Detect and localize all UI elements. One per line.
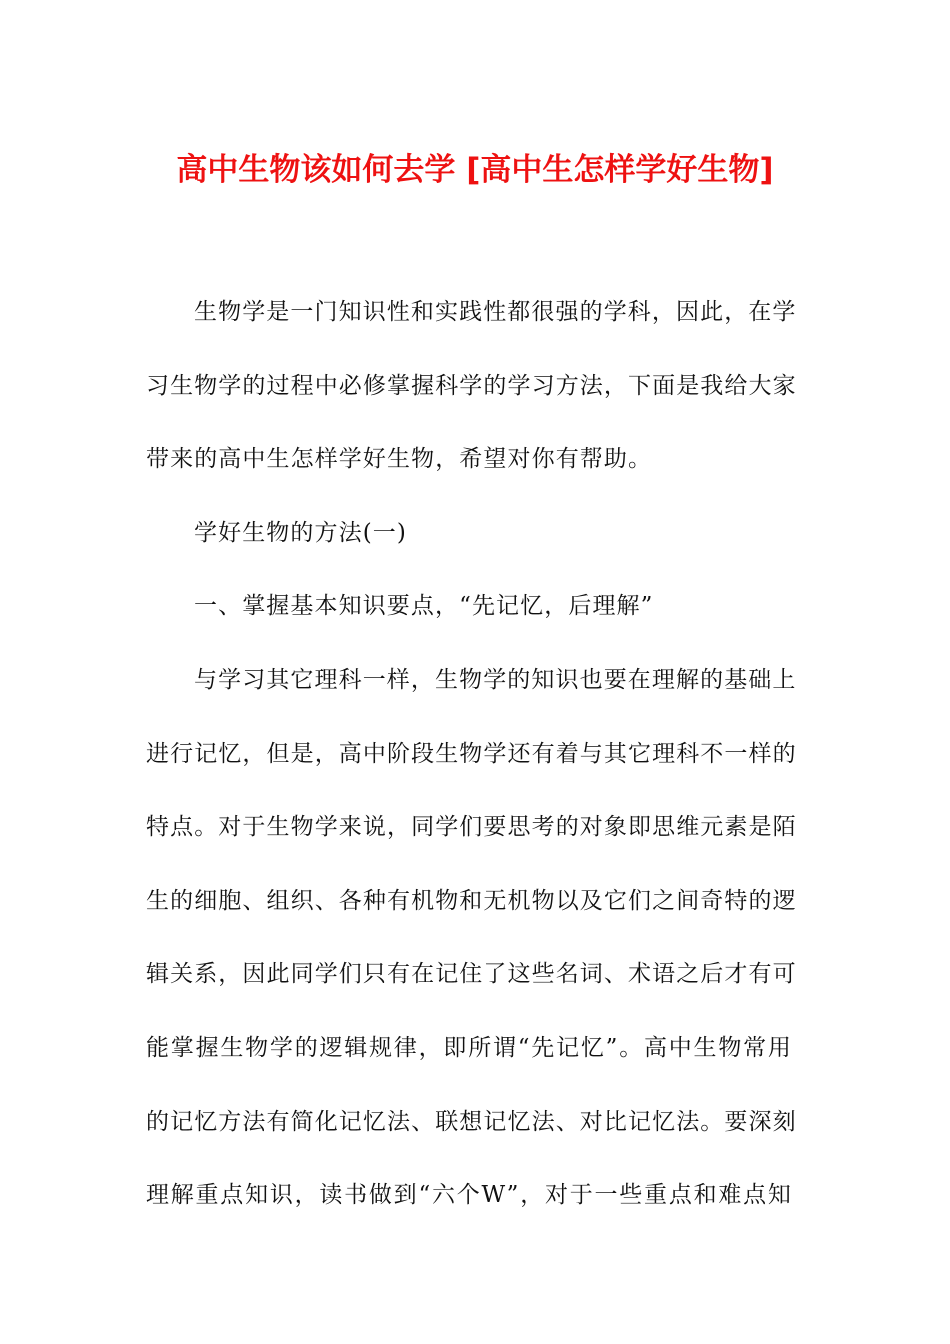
text-line: 进行记忆，但是，高中阶段生物学还有着与其它理科不一样的 <box>146 740 797 767</box>
text-line: 特点。对于生物学来说，同学们要思考的对象即思维元素是陌 <box>146 814 797 841</box>
text-line: 生物学是一门知识性和实践性都很强的学科，因此，在学 <box>194 299 797 325</box>
section-heading <box>146 497 792 571</box>
paragraph-intro <box>146 276 797 497</box>
text-line: 能掌握生物学的逻辑规律，即所谓“先记忆”。高中生物常用 <box>146 1034 792 1061</box>
text-line: 的记忆方法有简化记忆法、联想记忆法、对比记忆法。要深刻 <box>146 1108 797 1135</box>
document-body <box>146 276 797 1233</box>
text-line: 辑关系，因此同学们只有在记住了这些名词、术语之后才有可 <box>146 961 797 988</box>
subsection-heading <box>146 570 792 644</box>
text-line: 与学习其它理科一样，生物学的知识也要在理解的基础上 <box>194 666 797 693</box>
paragraph-body <box>146 644 797 1233</box>
document-title: 高中生物该如何去学 [高中生怎样学好生物] <box>176 152 774 188</box>
text-line: 带来的高中生怎样学好生物，希望对你有帮助。 <box>146 446 653 473</box>
text-line: 学好生物的方法(一) <box>194 519 407 546</box>
text-line: 习生物学的过程中必修掌握科学的学习方法，下面是我给大家 <box>146 372 797 399</box>
text-line: 生的细胞、组织、各种有机物和无机物以及它们之间奇特的逻 <box>146 887 797 914</box>
text-line: 一、掌握基本知识要点，“先记忆，后理解” <box>194 593 654 620</box>
text-line: 理解重点知识，读书做到“六个W”，对于一些重点和难点知 <box>146 1182 792 1209</box>
